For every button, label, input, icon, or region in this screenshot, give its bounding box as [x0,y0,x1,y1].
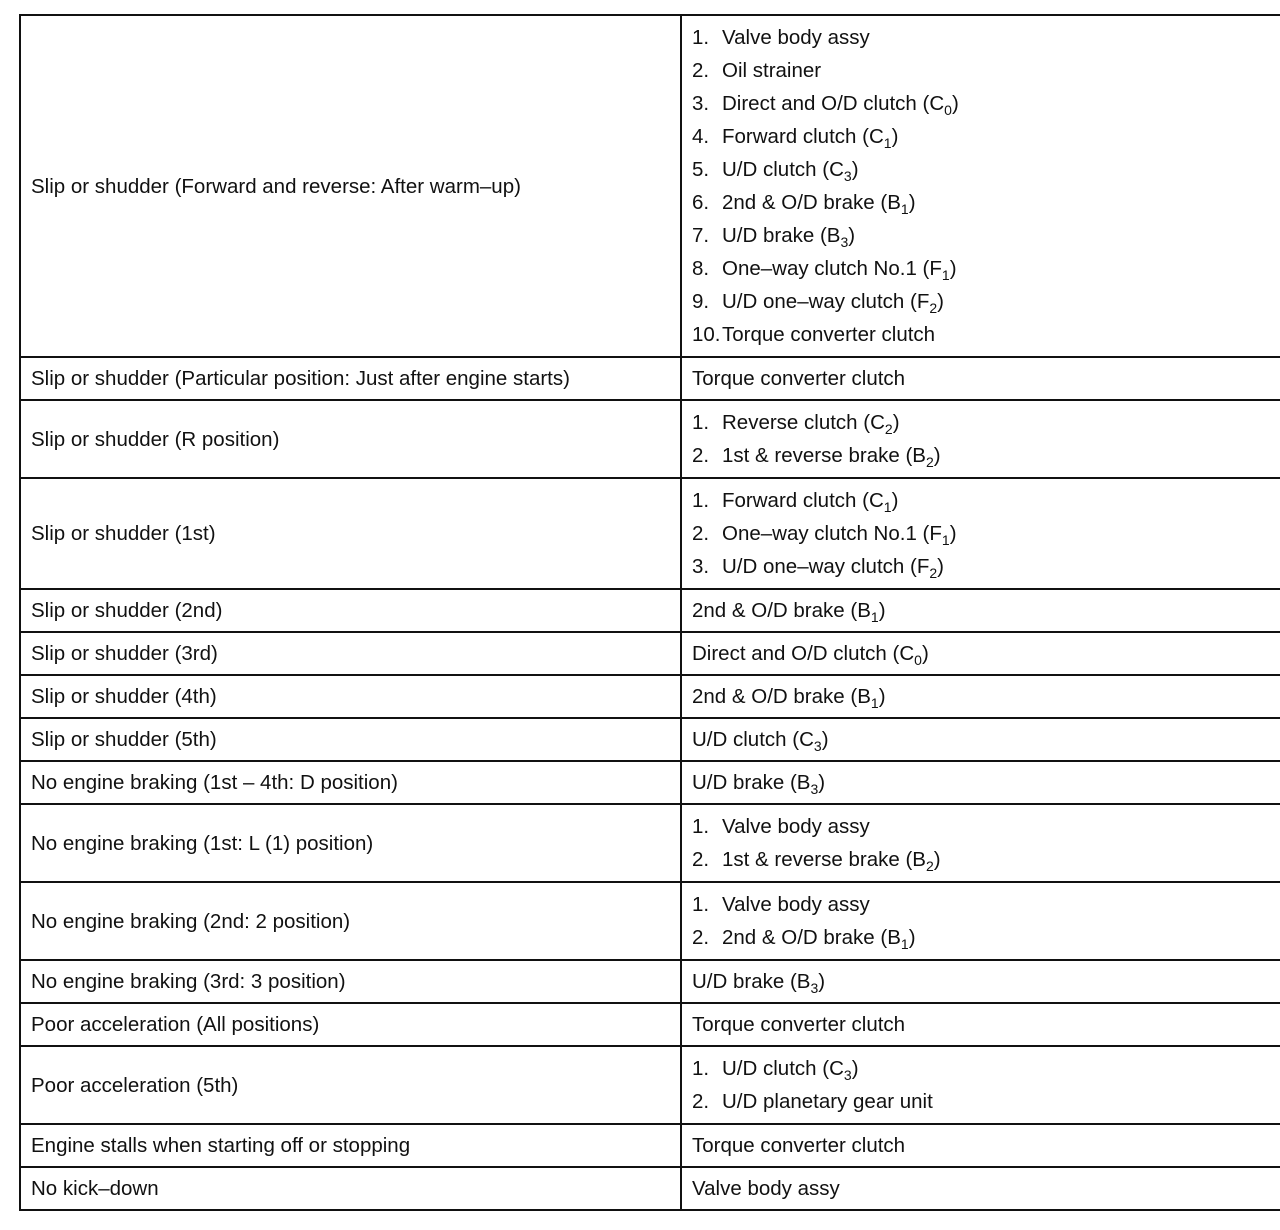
symptom-cell: No engine braking (1st – 4th: D position) [20,761,681,804]
part-subscript: 3 [840,234,849,250]
suspected-part-cell [681,1167,1280,1210]
part-list-item [692,921,1280,954]
part-list-item [692,406,1280,439]
part-name: U/D brake (B [692,970,811,993]
table-row [20,718,1280,761]
part-list-item [692,517,1280,550]
part-subscript: 1 [883,499,892,515]
part-number: 3. [692,92,710,115]
part-close-paren: ) [921,642,929,665]
part-name: Valve body assy [722,815,870,838]
symptom-cell: Poor acceleration (All positions) [20,1003,681,1046]
part-number: 2. [692,444,710,467]
part-close-paren: ) [937,555,944,578]
part-list-item [692,888,1280,921]
part-close-paren: ) [908,926,916,949]
part-close-paren: ) [891,125,899,148]
suspected-part-cell [681,478,1280,589]
part-name: U/D planetary gear unit [722,1090,933,1113]
table-body [20,15,1280,1210]
symptom-cell: Slip or shudder (R position) [20,400,681,478]
part-number: 1. [692,26,710,49]
symptom-cell: No engine braking (3rd: 3 position) [20,960,681,1003]
table-row [20,675,1280,718]
part-subscript: 3 [843,168,852,184]
part-number: 6. [692,191,710,214]
suspected-part-cell [681,400,1280,478]
suspected-part-cell [681,632,1280,675]
part-close-paren: ) [951,92,959,115]
symptom-cell: No engine braking (2nd: 2 position) [20,882,681,960]
part-subscript: 1 [941,267,950,283]
table-row [20,1124,1280,1167]
part-list-item [692,362,1280,395]
part-subscript: 2 [925,454,934,470]
part-close-paren: ) [933,444,941,467]
part-name: 2nd & O/D brake (B [692,599,871,622]
part-close-paren: ) [851,1057,859,1080]
part-name: Direct and O/D clutch (C [722,92,945,115]
part-subscript: 1 [941,532,950,548]
part-list-item [692,1052,1280,1085]
part-subscript: 3 [810,980,819,996]
part-subscript: 3 [843,1067,852,1083]
part-name: Oil strainer [722,59,822,82]
part-name: U/D one–way clutch (F [722,290,930,313]
part-name: 1st & reverse brake (B [722,444,926,467]
part-subscript: 1 [870,695,879,711]
part-subscript: 2 [884,421,893,437]
part-list-item [692,1129,1280,1162]
part-list-item [692,153,1280,186]
part-list-item [692,484,1280,517]
table-row [20,1003,1280,1046]
part-name: 2nd & O/D brake (B [722,191,901,214]
suspected-part-cell [681,718,1280,761]
part-list-item [692,965,1280,998]
suspected-part-cell [681,882,1280,960]
table-row [20,478,1280,589]
part-number: 9. [692,290,710,313]
part-close-paren: ) [821,728,829,751]
table-row [20,400,1280,478]
part-number: 3. [692,555,710,578]
part-subscript: 0 [914,652,922,668]
part-number: 8. [692,257,710,280]
suspected-part-cell [681,960,1280,1003]
part-close-paren: ) [878,685,886,708]
symptom-cell: Slip or shudder (1st) [20,478,681,589]
part-list-item [692,1172,1280,1205]
part-name: Direct and O/D clutch (C [692,642,915,665]
part-list-item [692,186,1280,219]
part-close-paren: ) [933,848,941,871]
part-name: U/D one–way clutch (F [722,555,930,578]
suspected-part-cell [681,1046,1280,1124]
part-subscript: 0 [944,102,952,118]
part-name: 2nd & O/D brake (B [722,926,901,949]
part-list-item [692,318,1280,351]
suspected-part-cell [681,675,1280,718]
table-row [20,761,1280,804]
part-close-paren: ) [892,411,900,434]
suspected-part-cell [681,15,1280,357]
table-row [20,632,1280,675]
part-close-paren: ) [949,257,957,280]
part-number: 1. [692,815,710,838]
part-list-item [692,550,1280,583]
part-list-item [692,219,1280,252]
part-number: 5. [692,158,710,181]
part-subscript: 2 [929,565,938,581]
part-list-item [692,843,1280,876]
part-name: 1st & reverse brake (B [722,848,926,871]
suspected-part-cell [681,1003,1280,1046]
part-number: 4. [692,125,710,148]
part-list-item [692,285,1280,318]
part-list-item [692,1008,1280,1041]
part-list-item [692,120,1280,153]
part-name: U/D clutch (C [692,728,814,751]
part-name: One–way clutch No.1 (F [722,522,942,545]
suspected-part-cell [681,589,1280,632]
table-row [20,960,1280,1003]
suspected-part-cell [681,761,1280,804]
part-subscript: 1 [870,609,879,625]
symptom-cell: Slip or shudder (4th) [20,675,681,718]
part-name: U/D clutch (C [722,1057,844,1080]
part-subscript: 2 [925,858,934,874]
part-number: 1. [692,893,710,916]
part-list-item [692,637,1280,670]
table-row [20,1046,1280,1124]
part-close-paren: ) [949,522,957,545]
table-row [20,589,1280,632]
part-close-paren: ) [848,224,856,247]
part-subscript: 1 [900,936,909,952]
part-list-item [692,723,1280,756]
part-number: 1. [692,1057,710,1080]
part-subscript: 3 [810,781,819,797]
part-name: 2nd & O/D brake (B [692,685,871,708]
part-number: 2. [692,1090,710,1113]
part-number: 2. [692,926,710,949]
part-close-paren: ) [908,191,916,214]
table-row [20,882,1280,960]
part-list-item [692,680,1280,713]
table-row [20,1167,1280,1210]
suspected-part-cell [681,804,1280,882]
part-name: Valve body assy [722,26,870,49]
part-close-paren: ) [818,771,826,794]
symptom-cell: No engine braking (1st: L (1) position) [20,804,681,882]
part-number: 2. [692,59,710,82]
part-name: U/D brake (B [722,224,841,247]
symptom-cell: Slip or shudder (5th) [20,718,681,761]
part-list-item [692,54,1280,87]
part-name: Forward clutch (C [722,125,884,148]
part-close-paren: ) [851,158,859,181]
part-number: 2. [692,522,710,545]
part-name: Torque converter clutch [692,1013,906,1036]
part-close-paren: ) [818,970,826,993]
part-close-paren: ) [878,599,886,622]
symptom-cell: Slip or shudder (2nd) [20,589,681,632]
part-name: Valve body assy [722,893,870,916]
part-list-item [692,766,1280,799]
part-name: Valve body assy [692,1177,840,1200]
part-subscript: 2 [929,300,938,316]
part-close-paren: ) [937,290,944,313]
part-number: 1. [692,411,710,434]
part-subscript: 3 [813,738,822,754]
part-subscript: 1 [900,201,909,217]
part-number: 2. [692,848,710,871]
part-list-item [692,21,1280,54]
symptom-cell: Poor acceleration (5th) [20,1046,681,1124]
part-name: Torque converter clutch [692,367,906,390]
symptom-cell: Slip or shudder (3rd) [20,632,681,675]
part-list-item [692,439,1280,472]
symptom-cell: Engine stalls when starting off or stopping [20,1124,681,1167]
part-number: 1. [692,489,710,512]
suspected-part-cell [681,357,1280,400]
table-row [20,15,1280,357]
symptom-cell: Slip or shudder (Forward and reverse: After warm–up) [20,15,681,357]
part-list-item [692,87,1280,120]
suspected-part-cell [681,1124,1280,1167]
part-number: 10. [692,323,721,346]
part-name: Torque converter clutch [722,323,936,346]
part-subscript: 1 [883,135,892,151]
part-name: One–way clutch No.1 (F [722,257,942,280]
part-name: U/D clutch (C [722,158,844,181]
part-list-item [692,1085,1280,1118]
part-number: 7. [692,224,710,247]
part-list-item [692,252,1280,285]
part-name: Torque converter clutch [692,1134,906,1157]
part-name: U/D brake (B [692,771,811,794]
table-row [20,804,1280,882]
table-row [20,357,1280,400]
part-list-item [692,594,1280,627]
troubleshooting-table [19,14,1280,1211]
part-list-item [692,810,1280,843]
part-close-paren: ) [891,489,899,512]
part-name: Reverse clutch (C [722,411,885,434]
symptom-cell: Slip or shudder (Particular position: Just after engine starts) [20,357,681,400]
part-name: Forward clutch (C [722,489,884,512]
symptom-cell: No kick–down [20,1167,681,1210]
